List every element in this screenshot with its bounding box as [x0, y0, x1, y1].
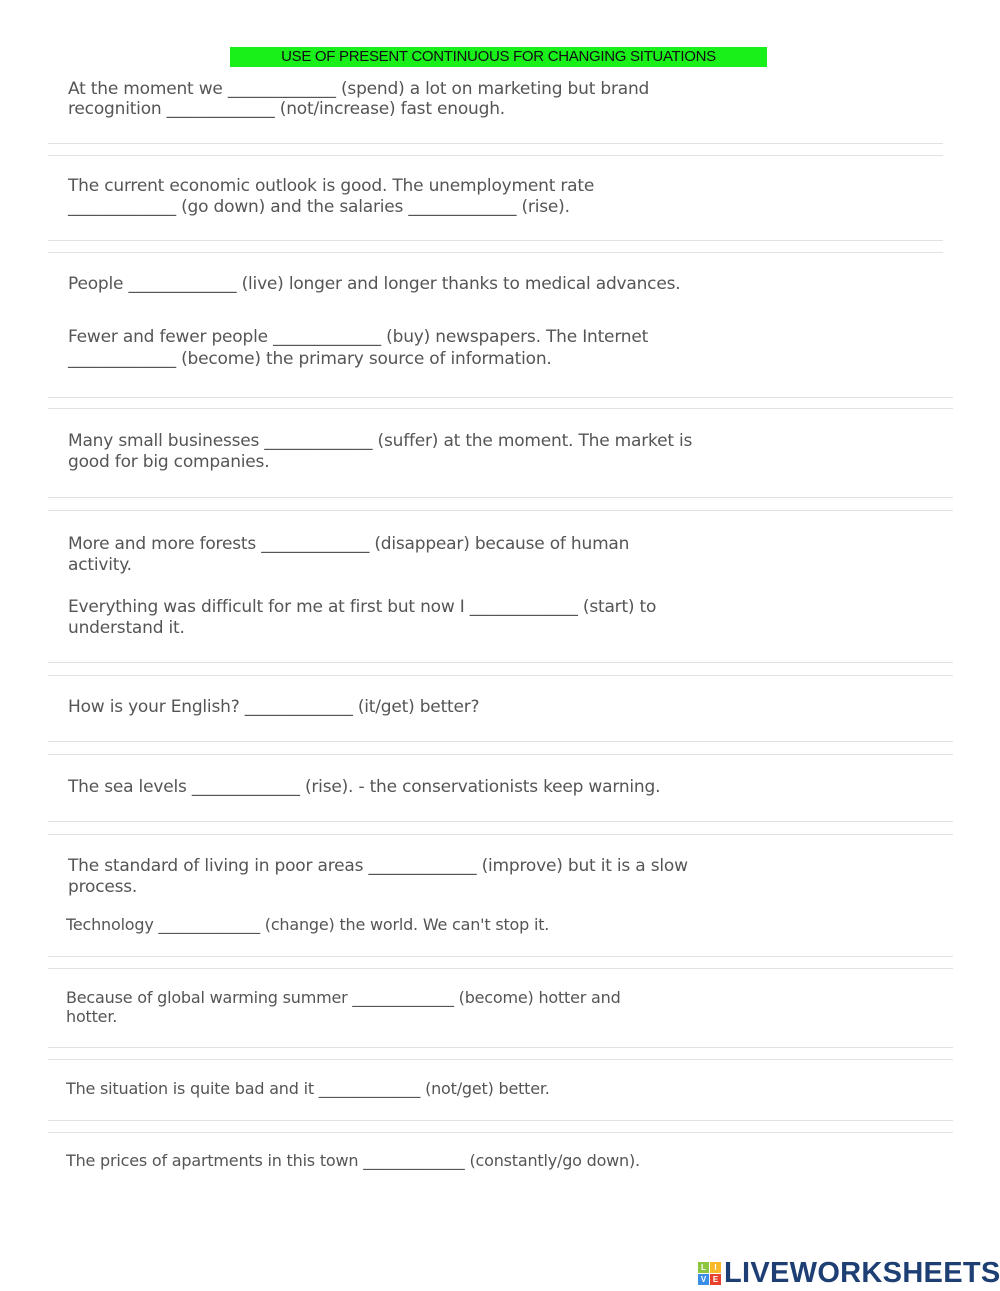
exercise-line[interactable]: Many small businesses _____________ (suffer) at the moment. The market is [68, 431, 693, 451]
exercise-line[interactable]: Technology _____________ (change) the world. We can't stop it. [66, 915, 550, 934]
divider [48, 143, 943, 144]
divider [48, 834, 953, 835]
divider [48, 397, 953, 398]
divider [48, 956, 953, 957]
divider [48, 497, 953, 498]
exercise-line[interactable]: At the moment we _____________ (spend) a lot on marketing but brand [68, 79, 650, 99]
divider [48, 741, 953, 742]
divider [48, 754, 953, 755]
exercise-line[interactable]: More and more forests _____________ (disappear) because of human [68, 534, 630, 554]
exercise-line[interactable]: _____________ (become) the primary source of information. [68, 349, 552, 369]
exercise-line[interactable]: The situation is quite bad and it _____________ (not/get) better. [66, 1079, 550, 1098]
logo-cube: L [698, 1262, 709, 1273]
exercise-line[interactable]: People _____________ (live) longer and longer thanks to medical advances. [68, 274, 681, 294]
logo-cubes-icon [698, 1262, 721, 1285]
exercise-line[interactable]: The sea levels _____________ (rise). - the conservationists keep warning. [68, 777, 661, 797]
exercise-line[interactable]: process. [68, 877, 138, 897]
divider [48, 1132, 953, 1133]
exercise-line[interactable]: understand it. [68, 618, 185, 638]
worksheet-title: USE OF PRESENT CONTINUOUS FOR CHANGING SITUATIONS [230, 47, 767, 67]
divider [48, 1047, 953, 1048]
divider [48, 240, 943, 241]
liveworksheets-logo [698, 1257, 1000, 1290]
exercise-line[interactable]: The standard of living in poor areas _____________ (improve) but it is a slow [68, 856, 688, 876]
logo-cube: V [698, 1274, 709, 1285]
divider [48, 675, 953, 676]
divider [48, 155, 943, 156]
exercise-line[interactable]: _____________ (go down) and the salaries _____________ (rise). [68, 197, 570, 217]
divider [48, 968, 953, 969]
logo-text: LIVEWORKSHEETS [724, 1257, 1000, 1289]
exercise-line[interactable]: The prices of apartments in this town _____________ (constantly/go down). [66, 1151, 640, 1170]
divider [48, 1059, 953, 1060]
divider [48, 252, 943, 253]
exercise-line[interactable]: Everything was difficult for me at first but now I _____________ (start) to [68, 597, 657, 617]
exercise-line[interactable]: Because of global warming summer _____________ (become) hotter and [66, 988, 621, 1007]
logo-cube: I [710, 1262, 721, 1273]
divider [48, 408, 953, 409]
exercise-line[interactable]: Fewer and fewer people _____________ (buy) newspapers. The Internet [68, 327, 649, 347]
exercise-line[interactable]: How is your English? _____________ (it/get) better? [68, 697, 480, 717]
divider [48, 662, 953, 663]
logo-cube: E [710, 1274, 721, 1285]
exercise-line[interactable]: The current economic outlook is good. The unemployment rate [68, 176, 595, 196]
divider [48, 510, 953, 511]
exercise-line[interactable]: recognition _____________ (not/increase) fast enough. [68, 99, 505, 119]
exercise-line[interactable]: hotter. [66, 1007, 118, 1026]
divider [48, 821, 953, 822]
divider [48, 1120, 953, 1121]
exercise-line[interactable]: good for big companies. [68, 452, 270, 472]
exercise-line[interactable]: activity. [68, 555, 132, 575]
